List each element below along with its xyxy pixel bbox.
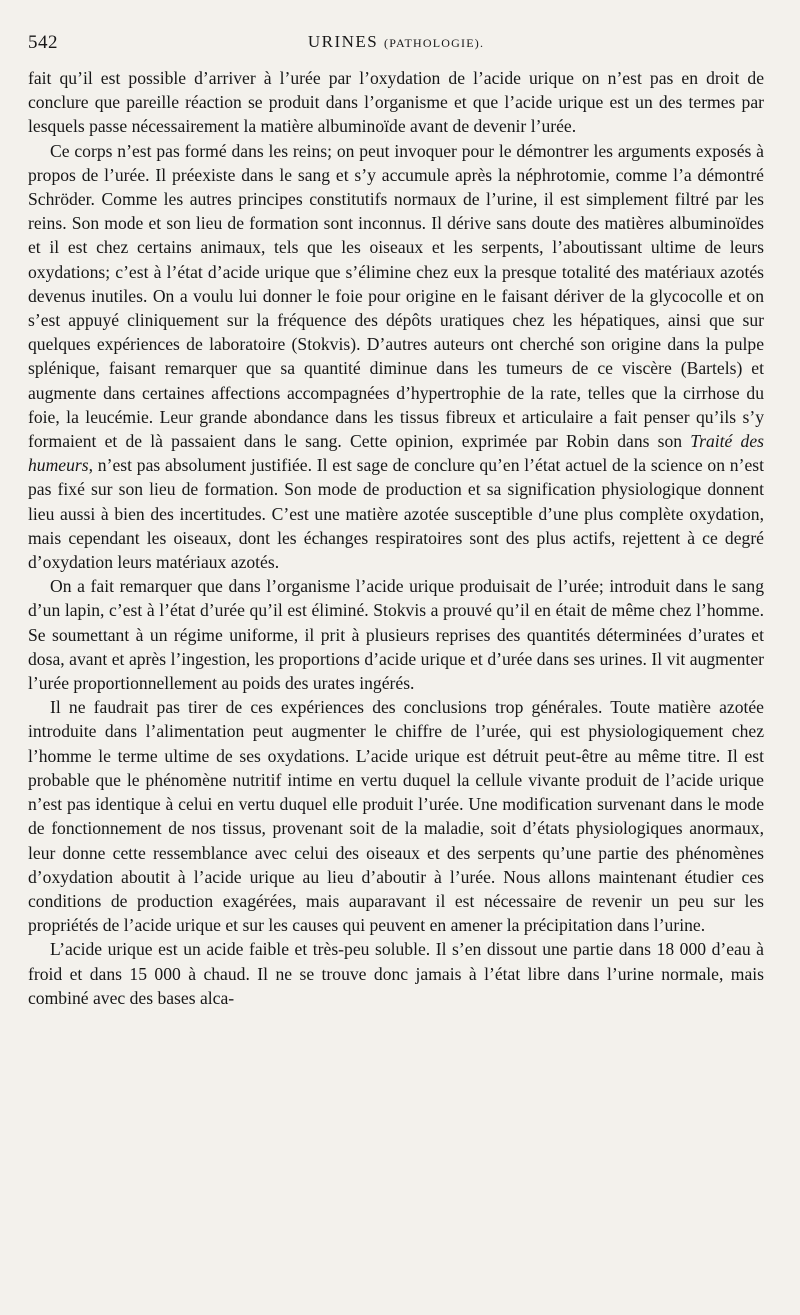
book-title-italic: Traité des humeurs bbox=[28, 431, 764, 476]
body-text bbox=[28, 66, 764, 1010]
paragraph-acide-urique: L’acide urique est un acide faible et très-peu soluble. Il s’en dissout une partie dans 18 000 d’eau à froid et dans 15 000 à chaud. Il ne se trouve donc jamais à l’état libre dans l’urine normale, mais combiné avec des bases alca- bbox=[28, 939, 764, 1008]
paragraph-formation-text: Ce corps n’est pas formé dans les reins; on peut invoquer pour le démontrer les arguments exposés à propos de l’urée. Il préexiste dans le sang et s’y accumule après la néphrotomie, comme l’a démontré Schröder. Comme les autres principes constitutifs normaux de l’urine, il est simplement filtré par les reins. Son mode et son lieu de formation sont inconnus. Il dérive sans doute des matières albuminoïdes et il est chez certains animaux, tels que les oiseaux et les serpents, l’aboutissant ultime de leurs oxydations; c’est à l’état d’acide urique que s’élimine chez eux la presque totalité des matériaux azotés devenus inutiles. On a voulu lui donner le foie pour origine en le faisant dériver de la glycocolle et on s’est appuyé cliniquement sur la fréquence des dépôts uratiques chez les hépatiques, ainsi que sur quelques expériences de laboratoire (Stokvis). D’autres auteurs ont cherché son origine dans la pulpe splénique, faisant remarquer que sa quantité diminue dans les tumeurs de ce viscère (Bartels) et augmente dans certaines affections accompagnées d’hypertrophie de la rate, telles que la cirrhose du foie, la leucémie. Leur grande abondance dans les tissus fibreux et articulaire a fait penser qu’ils s’y formaient et de là passaient dans le sang. Cette opinion, exprimée par Robin dans son bbox=[28, 140, 764, 452]
paragraph-uree: On a fait remarquer que dans l’organisme l’acide urique produisait de l’urée; introduit dans le sang d’un lapin, c’est à l’état d’urée qu’il est éliminé. Stokvis a prouvé qu’il en était de même chez l’homme. Se soumettant à un régime uniforme, il prit à plusieurs reprises des quantités déterminées d’urates et dosa, avant et après l’ingestion, les proportions d’acide urique et d’urée dans ses urines. Il vit augmenter l’urée proportionnellement au poids des urates ingérés. bbox=[28, 576, 764, 694]
running-title-subtitle: (PATHOLOGIE). bbox=[384, 36, 485, 50]
paragraph-formation bbox=[28, 139, 764, 575]
running-title-main: URINES bbox=[307, 32, 379, 51]
page-number: 542 bbox=[28, 32, 58, 53]
running-title bbox=[28, 32, 764, 52]
paragraph-formation-text-after: , n’est pas absolument justifiée. Il est sage de conclure qu’en l’état actuel de la science on n’est pas fixé sur son lieu de formation. Son mode de production et sa signification physiologique donnent lieu aussi à bien des incertitudes. C’est une matière azotée susceptible d’une plus complète oxydation, mais cependant les oiseaux, dont les échanges respiratoires sont des plus actifs, rejettent à ce degré d’oxydation leurs matériaux azotés. bbox=[28, 455, 764, 573]
paragraph-continuation: fait qu’il est possible d’arriver à l’urée par l’oxydation de l’acide urique on n’est pas en droit de conclure que pareille réaction se produit dans l’organisme et que l’acide urique est un des termes par lesquels passe nécessairement la matière albuminoïde avant de devenir l’urée. bbox=[28, 68, 764, 137]
page-header bbox=[28, 28, 764, 66]
paragraph-conclusions: Il ne faudrait pas tirer de ces expériences des conclusions trop générales. Toute matière azotée introduite dans l’alimentation peut augmenter le chiffre de l’urée, qui est physiologiquement chez l’homme le terme ultime de ses oxydations. L’acide urique est détruit peut-être au même titre. Il est probable que le phénomène nutritif intime en vertu duquel la cellule vivante produit de l’acide urique n’est pas identique à celui en vertu duquel elle produit l’urée. Une modification survenant dans le mode de fonctionnement de nos tissus, provenant soit de la maladie, soit d’états physiologiques anormaux, leur donne cette ressemblance avec celui des oiseaux et des serpents qu’une partie des phénomènes d’oxydation aboutit à l’acide urique au lieu d’aboutir à l’urée. Nous allons maintenant étudier ces conditions de production exagérées, mais auparavant il est nécessaire de revenir un peu sur les propriétés de l’acide urique et sur les causes qui peuvent en amener la précipitation dans l’urine. bbox=[28, 697, 764, 936]
